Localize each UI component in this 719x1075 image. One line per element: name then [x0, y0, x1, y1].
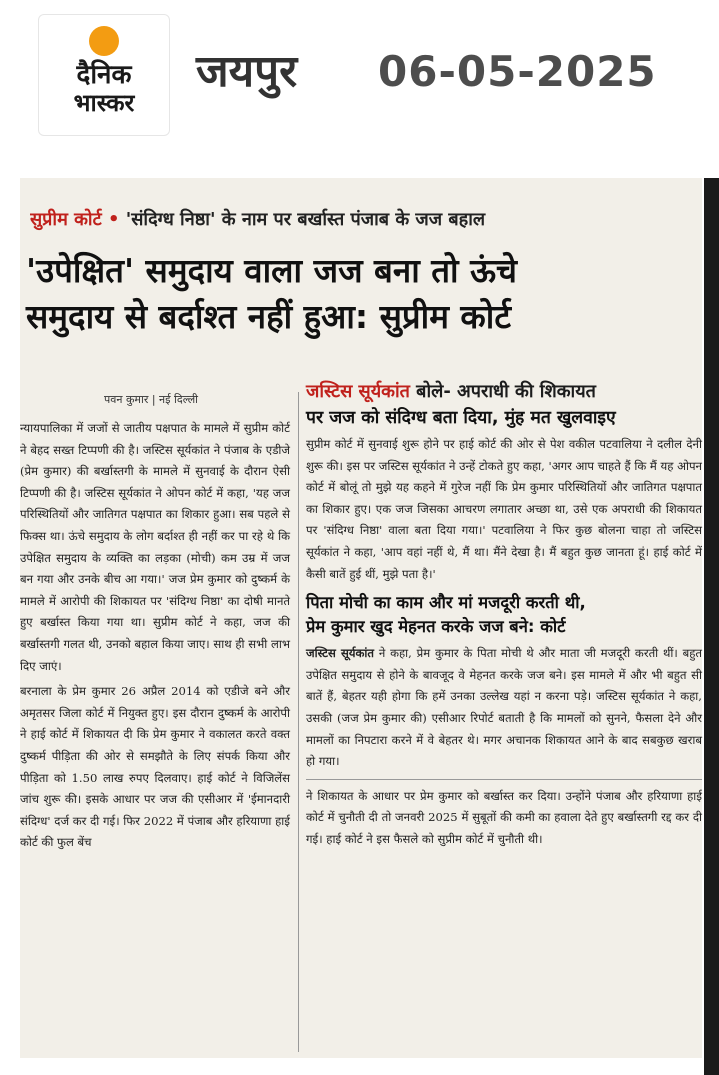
subheading-2: पर जज को संदिग्ध बता दिया, मुंह मत खुलवाइए	[306, 408, 616, 428]
headline-line-1: 'उपेक्षित' समुदाय वाला जज बना तो ऊंचे	[26, 251, 517, 290]
right-paragraph-2-text: ने कहा, प्रेम कुमार के पिता मोची थे और माता जी मजदूरी करती थीं। बहुत उपेक्षित समुदाय से होने के बावजूद वे मेहनत करके जज बने। इस मामले में और भी बहुत सी बातें हैं, बेहतर यही होगा कि हमें उनका उल्लेख यहां न करना पड़े। जस्टिस सूर्यकांत ने कहा, उसकी (जज प्रेम कुमार की) एसीआर रिपोर्ट बताती है कि मामलों को सुनने, फैसला देने और मामलों का निपटारा करने में वे बेहतर थे। मगर अचानक शिकायत आने के बाद सबकुछ खराब हो गया।	[306, 646, 703, 769]
sun-icon	[86, 23, 122, 59]
right-paragraph-3: ने शिकायत के आधार पर प्रेम कुमार को बर्खास्त कर दिया। उन्होंने पंजाब और हरियाणा हाई कोर्ट में चुनौती दी तो जनवरी 2025 में सुबूतों की कमी का हवाला देते हुए बर्खास्तगी रद्द कर दी गई। हाई कोर्ट ने इस फैसले को सुप्रीम कोर्ट में चुनौती थी।	[306, 788, 702, 846]
right-column	[306, 380, 702, 851]
right-paragraph-2	[306, 643, 702, 773]
left-paragraph-2: बरनाला के प्रेम कुमार 26 अप्रैल 2014 को एडीजे बने और अमृतसर जिला कोर्ट में नियुक्त हुए। इस दौरान दुष्कर्म के आरोपी ने हाई कोर्ट में शिकायत दी कि प्रेम कुमार ने वकालत करते वक्त दुष्कर्म पीड़िता की ओर से समझौते के लिए संपर्क किया और पीड़िता को 1.50 लाख रुपए दिलवाए। हाई कोर्ट ने विजिलेंस जांच शुरू की। इसके आधार पर जज की एसीआर में 'ईमानदारी संदिग्ध' दर्ज कर दी गई। फिर 2022 में पंजाब और हरियाणा हाई कोर्ट की फुल बेंच	[20, 684, 290, 850]
right-paragraph-1: सुप्रीम कोर्ट में सुनवाई शुरू होने पर हाई कोर्ट की ओर से पेश वकील पटवालिया ने दलील देनी शुरू की। इस पर जस्टिस सूर्यकांत ने उन्हें टोकते हुए कहा, 'अगर आप चाहते हैं कि मैं यह ओपन कोर्ट में बोलूं तो मुझे यह कहने में गुरेज नहीं कि प्रेम कुमार परिस्थितियों और जातिगत पक्षपात का शिकार हुए। एक जज जिसका आचरण लगातार अच्छा था, उसे एक अपराधी की शिकायत पर 'संदिग्ध निष्ठा' वाला बता दिया गया।' पटवालिया ने फिर कुछ बोलना चाहा तो जस्टिस सूर्यकांत ने कहा, 'आप वहां नहीं थे, मैं था। मैंने देखा है। मैं बहुत कुछ जानता हूं। हाई कोर्ट में कैसी बातें हुई थीं, मुझे पता है।'	[306, 437, 702, 581]
subheading-1	[306, 380, 702, 404]
subheading-3-line-1: पिता मोची का काम और मां मजदूरी करती थी,	[306, 593, 586, 613]
left-column	[20, 418, 290, 854]
kicker-section: सुप्रीम कोर्ट	[30, 209, 102, 230]
subheading-1-name: जस्टिस सूर्यकांत	[306, 381, 410, 402]
subheading-3	[306, 591, 702, 639]
headline	[26, 248, 696, 340]
byline: पवन कुमार | नई दिल्ली	[104, 393, 198, 406]
edition-date: 06-05-2025	[378, 47, 657, 96]
dainik-bhaskar-logo	[38, 14, 170, 136]
kicker-bullet: •	[107, 209, 120, 230]
subheading-3-line-2: प्रेम कुमार खुद मेहनत करके जज बने: कोर्ट	[306, 617, 566, 637]
section-divider	[306, 779, 702, 780]
headline-line-2: समुदाय से बर्दाश्त नहीं हुआ: सुप्रीम कोर्ट	[26, 297, 511, 336]
subheading-1-text: बोले- अपराधी की शिकायत	[416, 381, 596, 402]
dark-edge	[704, 178, 719, 1075]
edition-city: जयपुर	[196, 46, 298, 97]
logo-line-1: दैनिक	[76, 60, 132, 90]
right-paragraph-2-lead: जस्टिस सूर्यकांत	[306, 646, 375, 661]
left-paragraph-1: न्यायपालिका में जजों से जातीय पक्षपात के मामले में सुप्रीम कोर्ट ने बेहद सख्त टिप्पणी की है। जस्टिस सूर्यकांत ने पंजाब के एडीजे (प्रेम कुमार) की बर्खास्तगी के मामले में सुनवाई के दौरान ऐसी टिप्पणी की है। जस्टिस सूर्यकांत ने ओपन कोर्ट में कहा, 'यह जज परिस्थितियों और जातिगत पक्षपात का शिकार हुआ। सब पहले से फिक्स था। ऊंचे समुदाय के लोग बर्दाश्त ही नहीं कर पा रहे थे कि उपेक्षित समुदाय के व्यक्ति का लड़का (मोची) कम उम्र में जज बन गया और उनके बीच आ गया।' जज प्रेम कुमार को दुष्कर्म के मामले में आरोपी की शिकायत पर 'संदिग्ध निष्ठा' का दोषी मानते हुए बर्खास्त किया गया था। सुप्रीम कोर्ट ने कहा, जज की बर्खास्तगी गलत थी, उनको बहाल किया जाए। साथ ही सभी लाभ दिए जाएं।	[20, 421, 290, 673]
news-clipping	[20, 178, 702, 1058]
kicker	[30, 208, 690, 232]
newspaper-header	[0, 0, 719, 160]
kicker-text: 'संदिग्ध निष्ठा' के नाम पर बर्खास्त पंजाब के जज बहाल	[125, 209, 486, 230]
column-divider	[298, 392, 299, 1052]
logo-line-2: भास्कर	[73, 89, 135, 117]
